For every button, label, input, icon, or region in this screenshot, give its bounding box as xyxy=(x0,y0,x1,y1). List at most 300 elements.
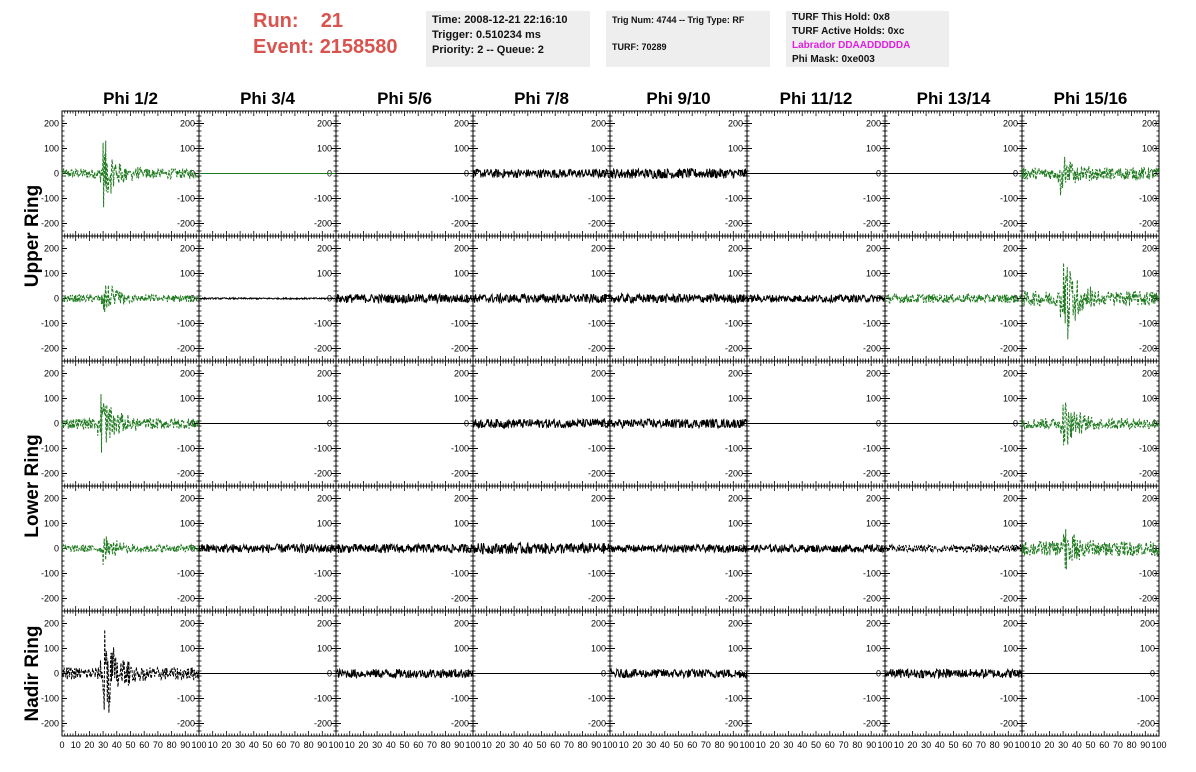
y-tick-label: 100 xyxy=(453,643,469,654)
y-tick-label: -100 xyxy=(999,443,1018,454)
y-tick-label: 200 xyxy=(865,493,881,504)
y-tick-label: 0 xyxy=(189,168,195,179)
y-tick-label: 200 xyxy=(865,118,881,129)
x-tick-label: 30 xyxy=(646,740,657,750)
y-tick-label: -100 xyxy=(724,693,743,704)
waveform-panel xyxy=(1022,486,1159,611)
x-tick-label: 20 xyxy=(1044,740,1055,750)
x-tick-label: 100 xyxy=(191,740,207,750)
x-tick-label: 60 xyxy=(413,740,424,750)
y-tick-label: -200 xyxy=(724,593,743,604)
y-tick-label: 200 xyxy=(590,618,606,629)
y-tick-label: 100 xyxy=(1141,518,1157,529)
x-tick-label: 20 xyxy=(358,740,369,750)
y-tick-label: -100 xyxy=(313,193,332,204)
waveform-panel xyxy=(1022,361,1159,486)
y-tick-label: 200 xyxy=(1002,368,1018,379)
waveform-panel xyxy=(199,486,336,611)
y-tick-label: 200 xyxy=(865,368,881,379)
y-tick-label: 200 xyxy=(179,618,195,629)
y-tick-label-left: 100 xyxy=(43,643,59,654)
x-tick-label: 10 xyxy=(70,740,81,750)
y-tick-label: -100 xyxy=(450,568,469,579)
y-tick-label: 200 xyxy=(1002,493,1018,504)
x-tick-label: 30 xyxy=(372,740,383,750)
x-tick-label: 80 xyxy=(166,740,177,750)
y-tick-label: 100 xyxy=(1002,143,1018,154)
y-tick-label: 100 xyxy=(865,393,881,404)
y-tick-label: -200 xyxy=(313,343,332,354)
waveform-panel xyxy=(336,611,473,736)
y-tick-label: 100 xyxy=(179,393,195,404)
x-tick-label: 40 xyxy=(522,740,533,750)
y-tick-label-left: 0 xyxy=(53,168,59,179)
y-tick-label: 100 xyxy=(590,518,606,529)
y-tick-label: -100 xyxy=(313,443,332,454)
waveform-panel xyxy=(41,111,199,236)
y-tick-label: 0 xyxy=(875,543,881,554)
x-tick-label: 50 xyxy=(262,740,273,750)
y-tick-label: 0 xyxy=(463,168,469,179)
y-tick-label: -100 xyxy=(587,318,606,329)
y-tick-label: 100 xyxy=(1141,143,1157,154)
y-tick-label: -200 xyxy=(1136,718,1155,729)
column-header: Phi 3/4 xyxy=(240,89,295,108)
y-tick-label: 100 xyxy=(865,643,881,654)
x-tick-label: 90 xyxy=(317,740,328,750)
y-tick-label: -200 xyxy=(862,718,881,729)
x-tick-label: 90 xyxy=(454,740,465,750)
y-tick-label: 200 xyxy=(453,243,469,254)
waveform-panel xyxy=(336,236,473,361)
x-tick-label: 20 xyxy=(769,740,780,750)
y-tick-label: -200 xyxy=(999,593,1018,604)
x-tick-label: 50 xyxy=(125,740,136,750)
y-tick-label: -200 xyxy=(450,343,469,354)
x-tick-label: 10 xyxy=(344,740,355,750)
x-tick-label: 60 xyxy=(687,740,698,750)
x-tick-label: 60 xyxy=(139,740,150,750)
x-tick-label: 60 xyxy=(962,740,973,750)
trig-text: Trig Num: 4744 -- Trig Type: RF xyxy=(612,15,745,25)
y-tick-label: 100 xyxy=(727,518,743,529)
y-tick-label: 0 xyxy=(737,293,743,304)
turf-text: TURF: 70289 xyxy=(612,42,667,52)
x-tick-label: 30 xyxy=(921,740,932,750)
x-tick-label: 70 xyxy=(563,740,574,750)
y-tick-label: 0 xyxy=(1012,543,1018,554)
waveform-panel xyxy=(885,611,1022,736)
x-tick-label: 100 xyxy=(602,740,618,750)
x-tick-label: 10 xyxy=(481,740,492,750)
y-tick-label: -100 xyxy=(862,693,881,704)
y-tick-label: -100 xyxy=(176,693,195,704)
y-tick-label: 0 xyxy=(875,293,881,304)
y-tick-label: 0 xyxy=(600,418,606,429)
y-tick-label: -200 xyxy=(176,218,195,229)
y-tick-label: 0 xyxy=(463,418,469,429)
y-tick-label: -200 xyxy=(999,218,1018,229)
x-tick-label: 100 xyxy=(1014,740,1030,750)
y-tick-label: -100 xyxy=(1138,318,1157,329)
x-tick-label: 90 xyxy=(728,740,739,750)
y-tick-label: 100 xyxy=(1141,393,1157,404)
x-tick-label: 90 xyxy=(180,740,191,750)
x-tick-label: 40 xyxy=(248,740,259,750)
waveform-panel xyxy=(747,111,885,236)
y-tick-label: 100 xyxy=(1002,268,1018,279)
y-tick-label: -200 xyxy=(862,218,881,229)
x-tick-label: 50 xyxy=(810,740,822,750)
y-tick-label: 0 xyxy=(1151,543,1157,554)
x-tick-label: 50 xyxy=(948,740,959,750)
x-tick-label: 60 xyxy=(550,740,561,750)
y-tick-label: -200 xyxy=(450,468,469,479)
y-tick-label: -100 xyxy=(862,318,881,329)
y-tick-label: 200 xyxy=(727,118,743,129)
y-tick-label: 0 xyxy=(737,168,743,179)
y-tick-label-left: -200 xyxy=(40,218,59,229)
x-tick-label: 20 xyxy=(632,740,643,750)
y-tick-label: 100 xyxy=(1139,643,1155,654)
y-tick-label: -200 xyxy=(862,593,881,604)
waveform-panel xyxy=(747,361,885,486)
waveform-panel xyxy=(473,111,610,236)
y-tick-label: 0 xyxy=(189,418,195,429)
y-tick-label: 200 xyxy=(590,118,606,129)
y-tick-label: 200 xyxy=(453,493,469,504)
y-tick-label: -200 xyxy=(176,593,195,604)
y-tick-label-left: -200 xyxy=(40,343,59,354)
y-tick-label-left: -100 xyxy=(40,318,59,329)
y-tick-label: 100 xyxy=(727,643,743,654)
x-tick-label: 20 xyxy=(221,740,232,750)
y-tick-label: 200 xyxy=(1141,368,1157,379)
waveform-panel xyxy=(747,236,885,361)
y-tick-label: 200 xyxy=(590,493,606,504)
x-tick-label: 40 xyxy=(659,740,670,750)
y-tick-label: 0 xyxy=(737,668,743,679)
y-tick-label: -200 xyxy=(587,718,606,729)
y-tick-label-left: -100 xyxy=(40,193,59,204)
y-tick-label: 0 xyxy=(326,168,332,179)
y-tick-label: 200 xyxy=(865,618,881,629)
y-tick-label: 0 xyxy=(1151,168,1157,179)
y-tick-label: -100 xyxy=(862,568,881,579)
trigger-text: Trigger: 0.510234 ms xyxy=(432,29,541,41)
y-tick-label: 100 xyxy=(865,268,881,279)
phi-mask-text: Phi Mask: 0xe003 xyxy=(792,54,875,65)
y-tick-label: -200 xyxy=(1138,593,1157,604)
waveform-panel xyxy=(885,486,1022,611)
waveform-panel xyxy=(610,486,747,611)
waveform-panel xyxy=(1022,236,1159,361)
x-tick-label: 40 xyxy=(111,740,122,750)
y-tick-label: -200 xyxy=(450,718,469,729)
y-tick-label: 0 xyxy=(1012,418,1018,429)
y-tick-label: 0 xyxy=(875,668,881,679)
y-tick-label: 0 xyxy=(600,168,606,179)
y-tick-label: 100 xyxy=(727,393,743,404)
x-tick-label: 20 xyxy=(907,740,918,750)
y-tick-label: 200 xyxy=(727,368,743,379)
priority-text: Priority: 2 -- Queue: 2 xyxy=(432,44,544,56)
time-text: Time: 2008-12-21 22:16:10 xyxy=(432,14,568,26)
y-tick-label: 200 xyxy=(1141,118,1157,129)
column-header: Phi 13/14 xyxy=(916,89,991,108)
y-tick-label-left: 0 xyxy=(53,293,59,304)
y-tick-label: 200 xyxy=(179,493,195,504)
y-tick-label: 0 xyxy=(189,293,195,304)
column-header: Phi 9/10 xyxy=(646,89,711,108)
labrador-text: Labrador DDAADDDDDA xyxy=(792,40,911,51)
waveform-panel xyxy=(336,361,473,486)
y-tick-label: -200 xyxy=(450,218,469,229)
y-tick-label: 200 xyxy=(727,618,743,629)
waveform-panel xyxy=(610,236,747,361)
y-tick-label: 0 xyxy=(189,543,195,554)
y-tick-label: 200 xyxy=(1002,618,1018,629)
y-tick-label: 200 xyxy=(316,618,332,629)
y-tick-label: 0 xyxy=(463,543,469,554)
y-tick-label-left: 0 xyxy=(53,543,59,554)
y-tick-label: -200 xyxy=(999,468,1018,479)
y-tick-label: -200 xyxy=(724,718,743,729)
y-tick-label: -100 xyxy=(313,693,332,704)
waveform-panel xyxy=(336,111,473,236)
y-tick-label: -100 xyxy=(724,318,743,329)
x-tick-label: 70 xyxy=(1112,740,1123,750)
y-tick-label: -100 xyxy=(176,443,195,454)
x-tick-label: 90 xyxy=(1140,740,1151,750)
x-tick-label: 40 xyxy=(934,740,945,750)
active-holds-text: TURF Active Holds: 0xc xyxy=(792,26,905,37)
x-tick-label: 80 xyxy=(714,740,725,750)
y-tick-label-left: 100 xyxy=(43,143,59,154)
x-tick-label: 30 xyxy=(509,740,520,750)
ring-label: Upper Ring xyxy=(22,184,43,288)
waveform-panel xyxy=(199,361,336,486)
waveform-panel xyxy=(885,236,1022,361)
x-tick-label: 100 xyxy=(465,740,481,750)
y-tick-label: 200 xyxy=(316,118,332,129)
y-tick-label: -100 xyxy=(587,193,606,204)
y-tick-label: 200 xyxy=(865,243,881,254)
y-tick-label: 100 xyxy=(316,643,332,654)
hold-text: TURF This Hold: 0x8 xyxy=(792,12,890,23)
x-tick-label: 30 xyxy=(98,740,109,750)
column-header: Phi 7/8 xyxy=(514,89,569,108)
waveform-panel xyxy=(1022,111,1159,236)
x-tick-label: 30 xyxy=(1058,740,1069,750)
x-tick-label: 70 xyxy=(426,740,437,750)
y-tick-label-left: 100 xyxy=(43,518,59,529)
x-tick-label: 10 xyxy=(755,740,766,750)
y-tick-label: 100 xyxy=(316,393,332,404)
y-tick-label: -100 xyxy=(999,568,1018,579)
y-tick-label: 0 xyxy=(1012,668,1018,679)
x-tick-label: 60 xyxy=(824,740,835,750)
x-tick-label: 100 xyxy=(739,740,755,750)
y-tick-label: 100 xyxy=(590,143,606,154)
y-tick-label: 0 xyxy=(326,543,332,554)
y-tick-label: -200 xyxy=(724,468,743,479)
column-header: Phi 11/12 xyxy=(779,89,853,108)
y-tick-label: -200 xyxy=(862,468,881,479)
waveform-panel xyxy=(41,486,199,611)
x-tick-label: 70 xyxy=(152,740,163,750)
y-tick-label: -100 xyxy=(176,318,195,329)
x-tick-label: 20 xyxy=(495,740,506,750)
run-value: 21 xyxy=(320,10,344,32)
waveform-panel xyxy=(199,111,336,236)
x-tick-label: 80 xyxy=(989,740,1000,750)
x-tick-label: 90 xyxy=(591,740,602,750)
y-tick-label: 0 xyxy=(326,418,332,429)
y-tick-label: -100 xyxy=(450,193,469,204)
waveform-panel xyxy=(41,236,199,361)
column-header: Phi 5/6 xyxy=(377,89,432,108)
y-tick-label: 100 xyxy=(865,518,881,529)
y-tick-label: -100 xyxy=(450,318,469,329)
y-tick-label: -200 xyxy=(862,343,881,354)
y-tick-label: 200 xyxy=(179,368,195,379)
waveform-panel xyxy=(473,611,610,736)
y-tick-label-left: 0 xyxy=(53,418,59,429)
waveform-panel xyxy=(885,361,1022,486)
y-tick-label: -200 xyxy=(313,593,332,604)
y-tick-label: 100 xyxy=(590,643,606,654)
waveform-panel xyxy=(747,611,885,736)
x-tick-label: 80 xyxy=(852,740,863,750)
y-tick-label: -100 xyxy=(313,318,332,329)
run-label: Run: xyxy=(253,10,299,32)
y-tick-label: 200 xyxy=(179,243,195,254)
x-tick-label: 100 xyxy=(328,740,344,750)
y-tick-label: -100 xyxy=(999,318,1018,329)
y-tick-label: 100 xyxy=(727,143,743,154)
waveform-panel xyxy=(1022,611,1159,736)
waveform-panel xyxy=(336,486,473,611)
y-tick-label: 0 xyxy=(463,668,469,679)
y-tick-label: 200 xyxy=(316,368,332,379)
y-tick-label: 0 xyxy=(1151,293,1157,304)
y-tick-label: -200 xyxy=(1138,218,1157,229)
x-tick-label: 50 xyxy=(673,740,684,750)
y-tick-label-left: -100 xyxy=(40,568,59,579)
y-tick-label: -200 xyxy=(313,718,332,729)
y-tick-label-left: 200 xyxy=(43,493,59,504)
y-tick-label: -200 xyxy=(450,593,469,604)
y-tick-label-left: 100 xyxy=(43,393,59,404)
x-tick-label: 100 xyxy=(1151,740,1167,750)
x-tick-label: 80 xyxy=(1126,740,1137,750)
y-tick-label: 200 xyxy=(179,118,195,129)
y-tick-label: 0 xyxy=(875,418,881,429)
y-tick-label: 200 xyxy=(453,118,469,129)
y-tick-label: -100 xyxy=(724,443,743,454)
y-tick-label: 100 xyxy=(179,143,195,154)
y-tick-label-left: 200 xyxy=(43,618,59,629)
y-tick-label: -200 xyxy=(1138,468,1157,479)
x-tick-label: 70 xyxy=(289,740,300,750)
waveform-panel xyxy=(41,361,199,486)
x-tick-label: 80 xyxy=(303,740,314,750)
y-tick-label: 100 xyxy=(316,143,332,154)
waveform-panel xyxy=(885,111,1022,236)
y-tick-label: -100 xyxy=(1138,193,1157,204)
y-tick-label: 200 xyxy=(316,243,332,254)
y-tick-label: 200 xyxy=(590,243,606,254)
y-tick-label: 0 xyxy=(326,668,332,679)
y-tick-label: 0 xyxy=(1012,293,1018,304)
column-header: Phi 1/2 xyxy=(103,89,158,108)
y-tick-label: -100 xyxy=(1136,693,1155,704)
y-tick-label: 100 xyxy=(590,393,606,404)
y-tick-label: -200 xyxy=(724,343,743,354)
x-tick-label: 90 xyxy=(1003,740,1014,750)
y-tick-label: -100 xyxy=(450,443,469,454)
y-tick-label: -200 xyxy=(587,468,606,479)
y-tick-label: 0 xyxy=(737,418,743,429)
waveform-panel xyxy=(199,236,336,361)
y-tick-label: -100 xyxy=(862,443,881,454)
x-tick-label: 100 xyxy=(877,740,893,750)
y-tick-label: 100 xyxy=(316,518,332,529)
x-tick-label: 0 xyxy=(59,740,65,750)
x-tick-label: 50 xyxy=(399,740,410,750)
y-tick-label-left: 200 xyxy=(43,118,59,129)
y-tick-label: -200 xyxy=(176,718,195,729)
y-tick-label: 100 xyxy=(179,518,195,529)
y-tick-label: 100 xyxy=(1002,393,1018,404)
y-tick-label-left: -200 xyxy=(40,593,59,604)
y-tick-label: 100 xyxy=(316,268,332,279)
y-tick-label: 0 xyxy=(189,668,195,679)
y-tick-label-left: -200 xyxy=(40,468,59,479)
y-tick-label: -200 xyxy=(587,593,606,604)
column-header: Phi 15/16 xyxy=(1053,89,1128,108)
x-tick-label: 80 xyxy=(440,740,451,750)
y-tick-label: 0 xyxy=(326,293,332,304)
y-tick-label: -100 xyxy=(724,193,743,204)
x-tick-label: 60 xyxy=(276,740,287,750)
y-tick-label: 200 xyxy=(1141,243,1157,254)
waveform-panel xyxy=(610,111,747,236)
y-tick-label: -100 xyxy=(313,568,332,579)
waveform-panel xyxy=(473,486,610,611)
y-tick-label: -200 xyxy=(176,343,195,354)
y-tick-label: 200 xyxy=(316,493,332,504)
y-tick-label: 100 xyxy=(865,143,881,154)
y-tick-label: -200 xyxy=(587,343,606,354)
x-tick-label: 70 xyxy=(975,740,986,750)
x-tick-label: 10 xyxy=(207,740,218,750)
waveform-panel xyxy=(610,361,747,486)
x-tick-label: 30 xyxy=(235,740,246,750)
y-tick-label: 200 xyxy=(1002,243,1018,254)
y-tick-label: -200 xyxy=(313,218,332,229)
y-tick-label: 0 xyxy=(600,668,606,679)
waveform-panel xyxy=(41,611,199,736)
y-tick-label-left: -200 xyxy=(40,718,59,729)
y-tick-label: 100 xyxy=(453,518,469,529)
y-tick-label: 100 xyxy=(453,268,469,279)
x-tick-label: 10 xyxy=(1030,740,1041,750)
y-tick-label: -100 xyxy=(724,568,743,579)
waveform-panel xyxy=(199,611,336,736)
y-tick-label: 200 xyxy=(590,368,606,379)
